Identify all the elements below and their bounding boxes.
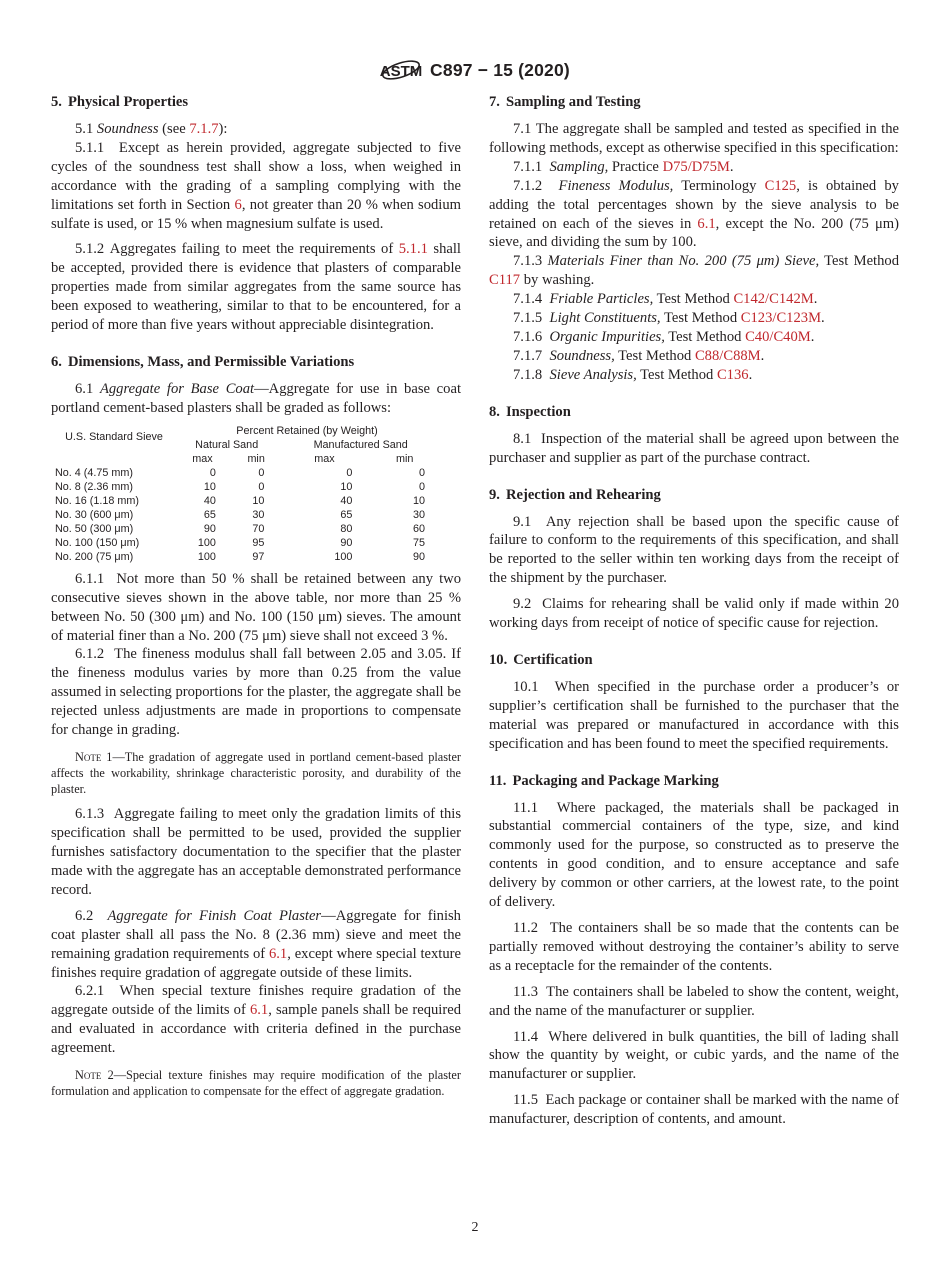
cell-man-max: 100 <box>334 550 353 563</box>
cell-nat-min: 30 <box>252 508 265 521</box>
section-8-heading: 8. Inspection <box>489 403 571 420</box>
col-header-sieve: U.S. Standard Sieve <box>65 430 163 443</box>
col-header-manufactured: Manufactured Sand <box>313 438 408 451</box>
cell-nat-max: 100 <box>197 550 216 563</box>
cell-sieve: No. 200 (75 μm) <box>55 550 134 563</box>
page-header <box>0 56 950 84</box>
cell-man-max: 65 <box>340 508 353 521</box>
para-5-1: 5.1 Soundness (see 7.1.7): <box>75 121 228 137</box>
para-7-1: 7.1 The aggregate shall be sampled and tested as specified in the following methods, except as otherwise specified in this specification: <box>489 121 899 156</box>
table-row <box>55 536 441 550</box>
table-row <box>55 508 441 522</box>
section-5-heading: 5. Physical Properties <box>51 94 189 110</box>
cell-nat-min: 0 <box>258 466 265 479</box>
cell-nat-min: 95 <box>252 536 265 549</box>
ref-link[interactable]: C123/C123M <box>740 310 822 327</box>
cell-nat-max: 100 <box>197 536 216 549</box>
section-9-heading: 9. Rejection and Rehearing <box>489 486 661 503</box>
svg-text:ASTM: ASTM <box>380 63 423 80</box>
document-designation: C897 − 15 (2020) <box>430 59 570 80</box>
cell-nat-max: 10 <box>203 480 216 493</box>
para-6-2: 6.2 Aggregate for Finish Coat Plaster—Aggregate for finish coat plaster shall all pass the No. 8 (2.36 mm) sieve and meet the remaining gradation requirements of 6.1, except where special texture finishes require gradation of aggregate outside of these limits. <box>51 907 461 981</box>
ref-link[interactable]: C40/C40M <box>745 328 811 345</box>
cell-nat-min: 97 <box>252 550 265 563</box>
group-header: Percent Retained (by Weight) <box>236 424 378 437</box>
cell-sieve: No. 50 (300 μm) <box>55 522 134 535</box>
para-9-2: 9.2 Claims for rehearing shall be valid only if made within 20 working days from receipt of notice of specific cause for rejection. <box>489 596 899 632</box>
cell-man-max: 10 <box>340 480 353 493</box>
cell-sieve: No. 4 (4.75 mm) <box>55 466 133 479</box>
page-number: 2 <box>471 1220 479 1235</box>
cell-nat-min: 70 <box>252 522 265 535</box>
ref-link[interactable]: C136 <box>716 366 749 383</box>
table-row <box>55 550 441 564</box>
ref-link[interactable]: C117 <box>489 272 521 289</box>
cell-man-min: 10 <box>412 494 425 507</box>
cell-man-min: 0 <box>418 480 425 493</box>
para-5-1-1: 5.1.1 Except as herein provided, aggregate subjected to five cycles of the soundness test shall show a loss, when weighed in accordance with the grading of a sampling complying with the limitations set forth in Section 6, not greater than 20 % when sodium sulfate is used, or 15 % when magnesium sulfate is used. <box>51 139 461 232</box>
section-10-heading: 10. Certification <box>489 651 593 668</box>
section-11-heading: 11. Packaging and Package Marking <box>489 772 719 789</box>
cell-sieve: No. 30 (600 μm) <box>55 508 134 521</box>
cell-sieve: No. 16 (1.18 mm) <box>55 494 140 507</box>
right-column <box>489 92 899 1129</box>
ref-link[interactable]: C125 <box>764 177 797 194</box>
para-11-5: 11.5 Each package or container shall be marked with the name of manufacturer, description of contents, and amount. <box>489 1092 900 1128</box>
table-row <box>55 480 441 494</box>
table-row <box>55 522 441 536</box>
cell-man-max: 80 <box>340 522 353 535</box>
para-11-4: 11.4 Where delivered in bulk quantities, the bill of lading shall show the quantity by weight, or cubic yards, and the name of the manufacturer or supplier. <box>489 1028 899 1083</box>
cell-nat-max: 0 <box>209 466 216 479</box>
left-column <box>51 92 461 1108</box>
ref-link[interactable]: 6 <box>234 196 242 213</box>
ref-link[interactable]: 6.1 <box>249 1002 269 1019</box>
note-1: Note 1—The gradation of aggregate used in portland cement-based plaster affects the workability, shrinkage characteristic porosity, and durability of the plaster. <box>51 749 462 796</box>
cell-nat-max: 40 <box>203 494 216 507</box>
ref-link[interactable]: C142/C142M <box>733 291 814 308</box>
ref-link[interactable]: 7.1.7 <box>189 121 219 137</box>
cell-man-max: 0 <box>346 466 353 479</box>
para-5-1-2: 5.1.2 Aggregates failing to meet the requirements of 5.1.1 shall be accepted, provided there is evidence that plasters of comparable properties made from similar aggregates from the same source has been exposed to weathering, similar to that to be encountered, for a period of more than five years without appreciable disintegration. <box>51 241 461 334</box>
ref-link[interactable]: 5.1.1 <box>398 241 428 258</box>
para-7-1-3: 7.1.3 Materials Finer than No. 200 (75 μm) Sieve, Test Method C117 by washing. <box>489 253 899 289</box>
cell-nat-min: 10 <box>252 494 265 507</box>
para-7-1-1: 7.1.1 Sampling, Practice D75/D75M. <box>513 158 734 175</box>
section-7-heading: 7. Sampling and Testing <box>489 94 641 110</box>
cell-man-min: 60 <box>412 522 425 535</box>
note-2: Note 2—Special texture finishes may require modification of the plaster formulation and application to compensate for the effect of aggregate gradation. <box>51 1068 461 1098</box>
gradation-table: U.S. Standard Sieve Percent Retained (by Weight) Natural Sand Manufactured Sand max min max min No. 4 (4.75 mm) 0 0 0 0 No. 8 (2.36 mm) 10 0 10 0 No. 16 (1.18 mm) 40 10 40 10 No. 30 (600 μm) 65 30 65 30 No. 50 (300 μm) 90 70 80 60 No. 100 (150 μm) 100 95 90 75 No. 200 (75 μm) 100 97 100 90 <box>55 424 441 564</box>
para-7-1-7: 7.1.7 Soundness, Test Method C88/C88M. <box>513 347 765 364</box>
cell-nat-max: 65 <box>203 508 216 521</box>
ref-link[interactable]: 6.1 <box>697 215 716 232</box>
ref-link[interactable]: 6.1 <box>268 945 288 962</box>
cell-man-min: 30 <box>412 508 425 521</box>
para-6-1-2: 6.1.2 The fineness modulus shall fall between 2.05 and 3.05. If the fineness modulus varies by more than 0.25 from the value assumed in selecting proportions for the plaster, the aggregate shall be rejected unless adjustments are made in proportions to compensate for change in grading. <box>51 646 462 739</box>
para-7-1-8: 7.1.8 Sieve Analysis, Test Method C136. <box>513 366 753 383</box>
para-11-2: 11.2 The containers shall be so made that the contents can be partially removed without destroying the container’s ability to serve as a receptacle for the remainder of the contents. <box>489 920 900 974</box>
cell-nat-max: 90 <box>203 522 216 535</box>
ref-link[interactable]: D75/D75M <box>662 158 730 175</box>
cell-man-min: 0 <box>418 466 425 479</box>
para-7-1-2: 7.1.2 Fineness Modulus, Terminology C125, is obtained by adding the total percentages shown by the sieve analysis to be retained on each of the sieves in 6.1, except the No. 200 (75 μm) sieve, and dividing the sum by 100. <box>489 177 899 251</box>
para-7-1-4: 7.1.4 Friable Particles, Test Method C142/C142M. <box>513 291 818 308</box>
cell-man-max: 40 <box>340 494 353 507</box>
para-6-1-3: 6.1.3 Aggregate failing to meet only the gradation limits of this specification shall be permitted to be used, provided the supplier furnishes satisfactory documentation to the specifier that the plaster made with the aggregate has an acceptable demonstrated performance record. <box>51 806 461 898</box>
cell-man-min: 90 <box>412 550 425 563</box>
para-6-1: 6.1 Aggregate for Base Coat—Aggregate for use in base coat portland cement-based plasters shall be graded as follows: <box>51 380 461 416</box>
table-row <box>55 466 441 480</box>
para-6-1-1: 6.1.1 Not more than 50 % shall be retained between any two consecutive sieves shown in the above table, nor more than 25 % between No. 50 (300 μm) and No. 100 (150 μm) sieves. The amount of material finer than a No. 200 (75 μm) sieve shall not exceed 3 %. <box>51 570 462 644</box>
para-10-1: 10.1 When specified in the purchase order a producer’s or supplier’s certification shall be furnished to the purchaser that the material was prepared or manufactured in accordance with this specification and has been found to meet the specified requirements. <box>489 678 900 752</box>
para-11-1: 11.1 Where packaged, the materials shall be packaged in substantial commercial containers of the type, size, and kind commonly used for the purpose, so constructed as to preserve the contents in good condition, and to ensure acceptance and safe delivery by common or other carriers, at the lowest rate, to the point of delivery. <box>489 799 900 911</box>
table-row <box>55 494 441 508</box>
ref-link[interactable]: C88/C88M <box>694 347 761 364</box>
col-header-natural: Natural Sand <box>195 438 259 451</box>
para-6-2-1: 6.2.1 When special texture finishes require gradation of the aggregate outside of the limits of 6.1, sample panels shall be required and evaluated in accordance with criteria defined in the purchase agreement. <box>51 983 461 1057</box>
astm-logo-icon <box>380 56 422 84</box>
section-6-heading: 6. Dimensions, Mass, and Permissible Variations <box>51 353 355 370</box>
cell-nat-min: 0 <box>258 480 265 493</box>
cell-sieve: No. 100 (150 μm) <box>55 536 140 549</box>
para-9-1: 9.1 Any rejection shall be based upon the specific cause of failure to conform to the requirements of this specification, and shall be reported to the seller within ten working days from the receipt of the shipment by the purchaser. <box>489 513 900 587</box>
cell-man-min: 75 <box>412 536 425 549</box>
para-11-3: 11.3 The containers shall be labeled to show the content, weight, and the name of the manufacturer or supplier. <box>489 983 900 1019</box>
para-7-1-6: 7.1.6 Organic Impurities, Test Method C40/C40M. <box>513 328 815 345</box>
para-7-1-5: 7.1.5 Light Constituents, Test Method C123/C123M. <box>513 310 825 327</box>
cell-man-max: 90 <box>340 536 353 549</box>
cell-sieve: No. 8 (2.36 mm) <box>55 480 133 493</box>
para-8-1: 8.1 Inspection of the material shall be agreed upon between the purchaser and supplier as part of the purchase contract. <box>489 430 900 466</box>
